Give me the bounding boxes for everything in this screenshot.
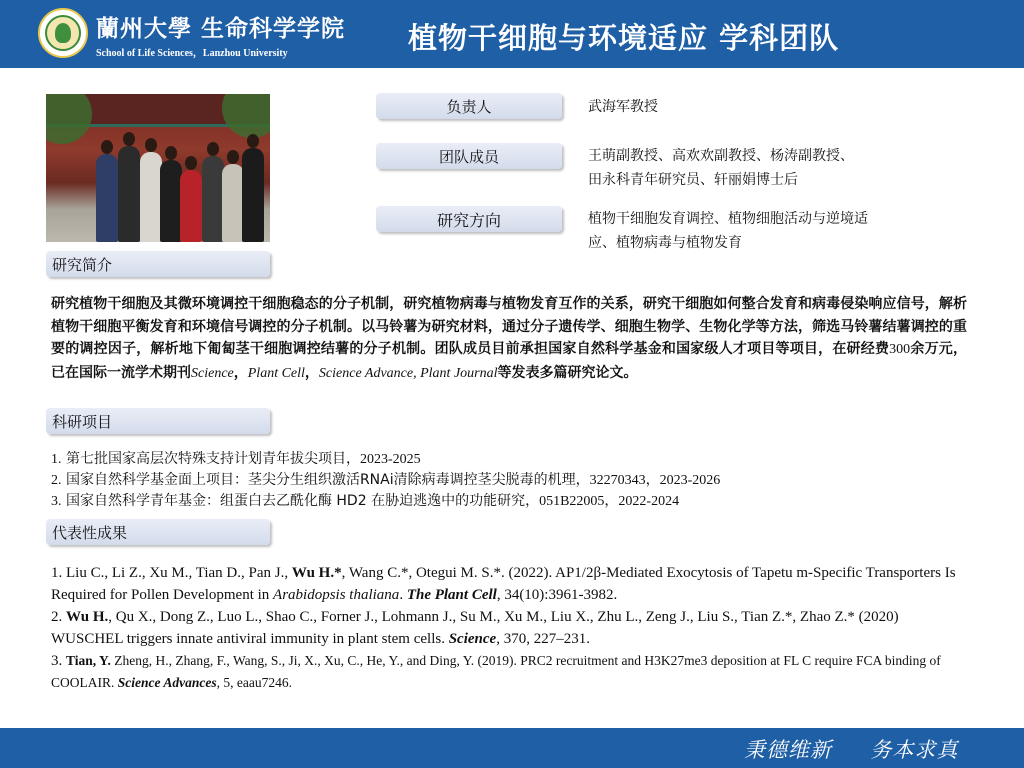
- members-line-1: 王萌副教授、高欢欢副教授、杨涛副教授、: [588, 148, 854, 164]
- list-item: 2. Wu H., Qu X., Dong Z., Luo L., Shao C., Forner J., Lohmann J., Su M., Xu M., Liu X., Zhu L., Zeng J., Liu S., Tian Z.*, Zhao Z.* (2020) WUSCHEL triggers innate antiviral immunity in plant stem cells. Science, 370, 227–231.: [51, 609, 899, 647]
- motto: 秉德维新 务本求真: [744, 738, 959, 762]
- university-name-en: School of Life Sciences，Lanzhou University: [96, 48, 288, 59]
- university-logo-icon: [38, 8, 88, 58]
- list-item: 3. 国家自然科学青年基金：组蛋白去乙酰化酶 HD2 在胁迫逃逸中的功能研究，051B22005，2022-2024: [51, 493, 680, 509]
- leader-value: 武海军教授: [588, 99, 658, 115]
- intro-heading: 研究简介: [46, 251, 270, 277]
- list-item: 2. 国家自然科学基金面上项目：茎尖分生组织激活RNAi清除病毒调控茎尖脱毒的机理，32270343，2023-2026: [51, 472, 721, 488]
- results-list: [51, 562, 963, 694]
- direction-line-2: 应、植物病毒与植物发育: [588, 235, 742, 251]
- members-value: [588, 144, 854, 192]
- university-name: 蘭州大學 生命科学学院: [96, 15, 346, 42]
- leader-label: 负责人: [376, 93, 562, 119]
- projects-list: [51, 449, 720, 512]
- list-item: 1. Liu C., Li Z., Xu M., Tian D., Pan J., Wu H.*, Wang C.*, Otegui M. S.*. (2022). AP1/2β-Mediated Exocytosis of Tapetu m-Specific Transporters Is Required for Pollen Development in Arabidopsis thaliana. The Plant Cell, 34(10):3961-3982.: [51, 565, 956, 603]
- team-photo: [46, 94, 270, 242]
- direction-value: [588, 207, 868, 255]
- projects-heading: 科研项目: [46, 408, 270, 434]
- list-item: 3. Tian, Y. Zheng, H., Zhang, F., Wang, S., Ji, X., Xu, C., He, Y., and Ding, Y. (2019). PRC2 recruitment and H3K27me3 deposition at FL C require FCA binding of COOLAIR. Science Advances, 5, eaau7246.: [51, 653, 941, 690]
- members-line-2: 田永科青年研究员、轩丽娟博士后: [588, 172, 798, 188]
- intro-text: 研究植物干细胞及其微环境调控干细胞稳态的分子机制，研究植物病毒与植物发育互作的关系，研究干细胞如何整合发育和病毒侵染响应信号，解析植物干细胞平衡发育和环境信号调控的分子机制。以马铃薯为研究材料，通过分子遗传学、细胞生物学、生物化学等方法，筛选马铃薯结薯调控的重要的调控因子，解析地下匍匐茎干细胞调控结薯的分子机制。团队成员目前承担国家自然科学基金和国家级人才项目等项目，在研经费300余万元，已在国际一流学术期刊Science，Plant Cell，Science Advance, Plant Journal等发表多篇研究论文。: [51, 296, 967, 381]
- members-label: 团队成员: [376, 143, 562, 169]
- header-bar: [0, 0, 1024, 68]
- page-title: 植物干细胞与环境适应 学科团队: [408, 21, 840, 55]
- footer-bar: [0, 728, 1024, 768]
- list-item: 1. 第七批国家高层次特殊支持计划青年拔尖项目，2023-2025: [51, 451, 421, 467]
- direction-label: 研究方向: [376, 206, 562, 232]
- results-heading: 代表性成果: [46, 519, 270, 545]
- direction-line-1: 植物干细胞发育调控、植物细胞活动与逆境适: [588, 211, 868, 227]
